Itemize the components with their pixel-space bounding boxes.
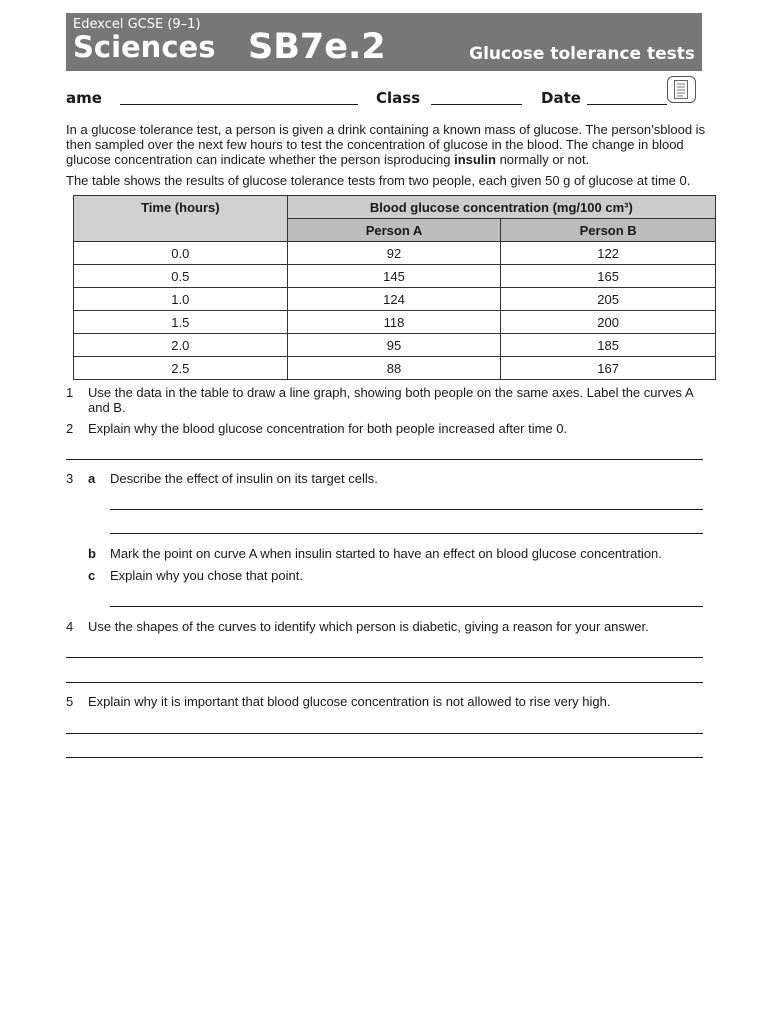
- intro-paragraph: [66, 122, 706, 167]
- name-label: ame: [66, 89, 102, 107]
- header-person-a: Person A: [287, 219, 501, 242]
- answer-line[interactable]: [66, 757, 703, 758]
- question-3a-text: Describe the effect of insulin on its target cells.: [110, 471, 378, 486]
- cell-time: 0.5: [74, 265, 288, 288]
- date-field[interactable]: [587, 104, 667, 105]
- table-row: [74, 357, 716, 380]
- table-row: [74, 334, 716, 357]
- answer-line[interactable]: [110, 509, 703, 510]
- answer-line[interactable]: [66, 657, 703, 658]
- class-field[interactable]: [431, 104, 522, 105]
- cell-person-b: 167: [501, 357, 716, 380]
- subject-title: Sciences: [73, 30, 216, 64]
- cell-person-b: 205: [501, 288, 716, 311]
- document-icon: [667, 76, 696, 103]
- question-5-number: 5: [66, 694, 74, 709]
- cell-person-b: 200: [501, 311, 716, 334]
- header-banner: [66, 13, 702, 71]
- question-3b-text: Mark the point on curve A when insulin started to have an effect on blood glucose concentration.: [110, 546, 662, 561]
- answer-line[interactable]: [110, 533, 703, 534]
- answer-line[interactable]: [66, 682, 703, 683]
- cell-person-b: 165: [501, 265, 716, 288]
- cell-person-a: 88: [287, 357, 501, 380]
- question-3a-label: a: [88, 471, 96, 486]
- cell-person-a: 92: [287, 242, 501, 265]
- header-time: Time (hours): [74, 196, 288, 242]
- intro-keyword-insulin: insulin: [454, 152, 496, 167]
- table-row: [74, 265, 716, 288]
- date-label: Date: [541, 89, 581, 107]
- question-3c-text: Explain why you chose that point.: [110, 568, 303, 583]
- cell-time: 1.5: [74, 311, 288, 334]
- cell-time: 1.0: [74, 288, 288, 311]
- cell-person-a: 145: [287, 265, 501, 288]
- question-2-number: 2: [66, 421, 74, 436]
- header-person-b: Person B: [501, 219, 716, 242]
- answer-line[interactable]: [66, 459, 703, 460]
- question-3b-label: b: [88, 546, 96, 561]
- results-table: [73, 195, 716, 380]
- intro-text-1: In a glucose tolerance test, a person is given a drink containing a known mass of glucose. The person’sblood is then sampled over the next few hours to test the concentration of glucose in the blood. The change in blood glucose concentration can indicate whether the person isproducing: [66, 122, 706, 167]
- cell-time: 2.5: [74, 357, 288, 380]
- cell-time: 2.0: [74, 334, 288, 357]
- question-4-text: Use the shapes of the curves to identify which person is diabetic, giving a reason for your answer.: [88, 619, 649, 634]
- cell-person-a: 95: [287, 334, 501, 357]
- cell-person-a: 118: [287, 311, 501, 334]
- cell-person-b: 185: [501, 334, 716, 357]
- question-3-number: 3: [66, 471, 74, 486]
- class-label: Class: [376, 89, 421, 107]
- question-3c-label: c: [88, 568, 96, 583]
- answer-line[interactable]: [110, 606, 703, 607]
- cell-time: 0.0: [74, 242, 288, 265]
- question-4-number: 4: [66, 619, 74, 634]
- question-2-text: Explain why the blood glucose concentration for both people increased after time 0.: [88, 421, 568, 436]
- answer-line[interactable]: [66, 733, 703, 734]
- intro-text-2: normally or not.: [495, 152, 590, 167]
- table-intro: The table shows the results of glucose tolerance tests from two people, each given 50 g of glucose at time 0.: [66, 173, 691, 188]
- table-row: [74, 311, 716, 334]
- course-label: Edexcel GCSE (9–1): [73, 17, 201, 32]
- cell-person-a: 124: [287, 288, 501, 311]
- table-row: [74, 242, 716, 265]
- question-5-text: Explain why it is important that blood glucose concentration is not allowed to rise very high.: [88, 694, 611, 709]
- table-row: [74, 288, 716, 311]
- worksheet-topic: Glucose tolerance tests: [469, 44, 695, 64]
- cell-person-b: 122: [501, 242, 716, 265]
- worksheet-code: SB7e.2: [248, 27, 386, 67]
- question-1-text: Use the data in the table to draw a line graph, showing both people on the same axes. Label the curves A and B.: [88, 385, 693, 415]
- name-field[interactable]: [120, 104, 358, 105]
- question-1-number: 1: [66, 385, 74, 400]
- header-glucose: Blood glucose concentration (mg/100 cm³): [287, 196, 715, 219]
